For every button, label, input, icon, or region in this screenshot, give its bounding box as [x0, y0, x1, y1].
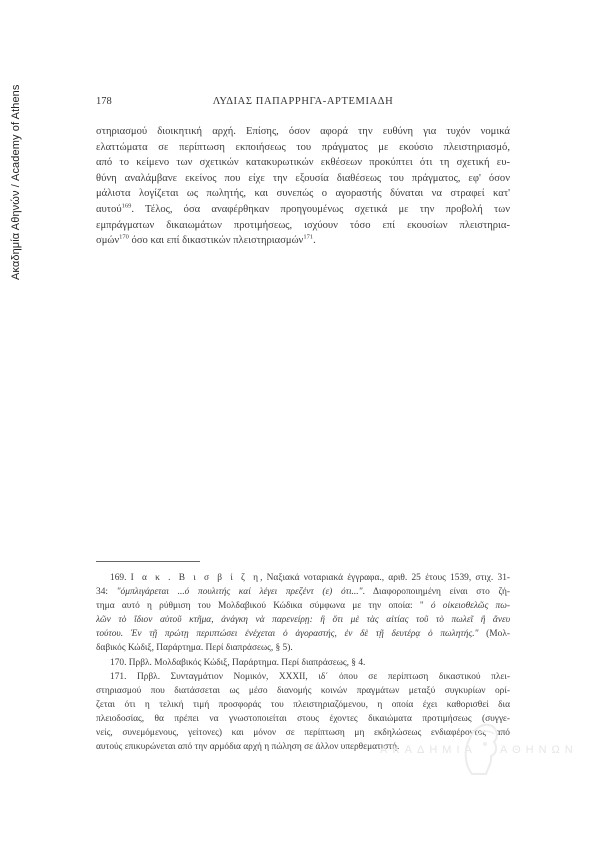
- footnote-169-line: λῶν τὸ ἴδιον αὐτοῦ κτῆμα, ἀνάγκη νὰ παρενείρῃ: ἢ ὅτι μὲ τὰς αἰτίας τοῦ τὸ πωλεῖ ἢ ἄνευ: [96, 615, 510, 626]
- footnote-author: Ι α κ . Β ι σ β ί ζ η: [130, 573, 261, 583]
- footnote-ref-169[interactable]: 169: [121, 202, 132, 210]
- athena-head-icon: [458, 718, 502, 778]
- footnote-171-line: στηριασμού που διατάσσεται ως μέσο διανομής κοινών πραγμάτων μεταξύ συγκυρίων ορί-: [96, 685, 510, 696]
- text-line: εμπράγματων δικαιωμάτων προτιμήσεως, ισχύουν τόσο επί εκουσίων πλειστηρια-: [96, 219, 510, 231]
- footnote-171-line: ζεται ότι η τελική τιμή προσφοράς του πλειστηριαζόμενου, η οποία έχει καθορισθεί δια: [96, 699, 510, 710]
- text-line: στηριασμού διοικητική αρχή. Επίσης, όσον αφορά την ευθύνη για τυχόν νομικά: [96, 126, 510, 137]
- main-paragraph: [96, 124, 510, 249]
- footnote-divider: [96, 561, 200, 562]
- text-line: από το κείμενο των σχετικών κατακυρωτικών εκθέσεων προκύπτει ότι τη σχετική ευ-: [96, 157, 510, 169]
- footnote-ref-171[interactable]: 171: [303, 233, 314, 241]
- archive-side-label: Ακαδημία Αθηνών / Academy of Athens: [10, 84, 22, 280]
- text-line: θύνη αναλάμβανε εκείνος που είχε την εξουσία διαθέσεως του πράγματος, εφ' όσον: [96, 172, 510, 184]
- footnote-169-line: 34: "όμπλιγάρεται ...ό πουλιτής καί λέγει πρεζέντ (ε) ότι...". Διαφοροποιημένη είναι στο ζή-: [96, 587, 510, 598]
- footnote-ref-170[interactable]: 170: [119, 233, 129, 241]
- text-line: ελαττώματα σε περίπτωση εκποιήσεως του πράγματος με εκούσιο πλειστηριασμό,: [96, 141, 510, 153]
- watermark-left-text: ΑΚΑΔΗΜΙΑ: [380, 744, 477, 756]
- academy-watermark: [380, 718, 580, 778]
- text-line: αυτού$^{169}$. Τέλος, όσα αναφέρθηκαν προηγουμένως σχετικά με την προβολή των: [96, 202, 510, 215]
- footnote-171-line: νείς, συνεμόμενους, γείτονες) και μόνον σε περίπτωση μη εκδηλώσεως ενδιαφέροντος από: [96, 728, 510, 739]
- running-title: ΛΥΔΙΑΣ ΠΑΠΑΡΡΗΓΑ-ΑΡΤΕΜΙΑΔΗ: [212, 96, 394, 107]
- footnote-169-line: 169. Ι α κ . Β ι σ β ί ζ η, Ναξιακά νοταριακά έγγραφα., αριθ. 25 έτους 1539, στιχ. 31-: [110, 573, 510, 583]
- page-number: 178: [96, 96, 112, 107]
- footnote-169-line: δαβικός Κώδιξ, Παράρτημα. Περί διαπράσεως, § 5).: [96, 643, 293, 654]
- watermark-right-text: ΑΘΗΝΩΝ: [500, 744, 578, 756]
- footnote-171-line: αυτούς επικυρώνεται από την αρμόδια αρχή η πώληση σε άλλον υπερθεματιστή.: [96, 742, 400, 753]
- footnote-170: 170. Πρβλ. Μολδαβικός Κώδιξ, Παράρτημα. Περί διαπράσεως, § 4.: [110, 657, 366, 668]
- text-line: σμών$^{170}$ όσο και επί δικαστικών πλειστηριασμών$^{171}$.: [96, 233, 316, 247]
- footnote-169-line: τημα αυτό η ρύθμιση του Μολδαβικού Κώδικα σύμφωνα με την οποία: " ό οἰκειοθελῶς πω-: [96, 601, 510, 612]
- footnote-171-line: πλειοδοσίας, θα πρέπει να γνωστοποιείται στους έχοντες δικαιώματα προτιμήσεως (συγγε-: [96, 713, 510, 724]
- running-header: [96, 96, 510, 110]
- footnote-171-line: 171. Πρβλ. Συνταγμάτιον Νομικόν, ΧΧΧΙΙ, ιδ΄ όπου σε περίπτωση δικαστικού πλει-: [110, 671, 510, 682]
- text-line: μάλιστα λογίζεται ως πωλητής, και συνεπώς ο αγοραστής δύναται να στραφεί κατ': [96, 188, 510, 200]
- footnote-169-line: τούτου. Ἐν τῇ πρώτῃ περιπτώσει ἐνέχεται ὁ ἀγοραστής, ἐν δὲ τῇ δευτέρᾳ ὁ πωλητής." (Μολ-: [96, 629, 510, 640]
